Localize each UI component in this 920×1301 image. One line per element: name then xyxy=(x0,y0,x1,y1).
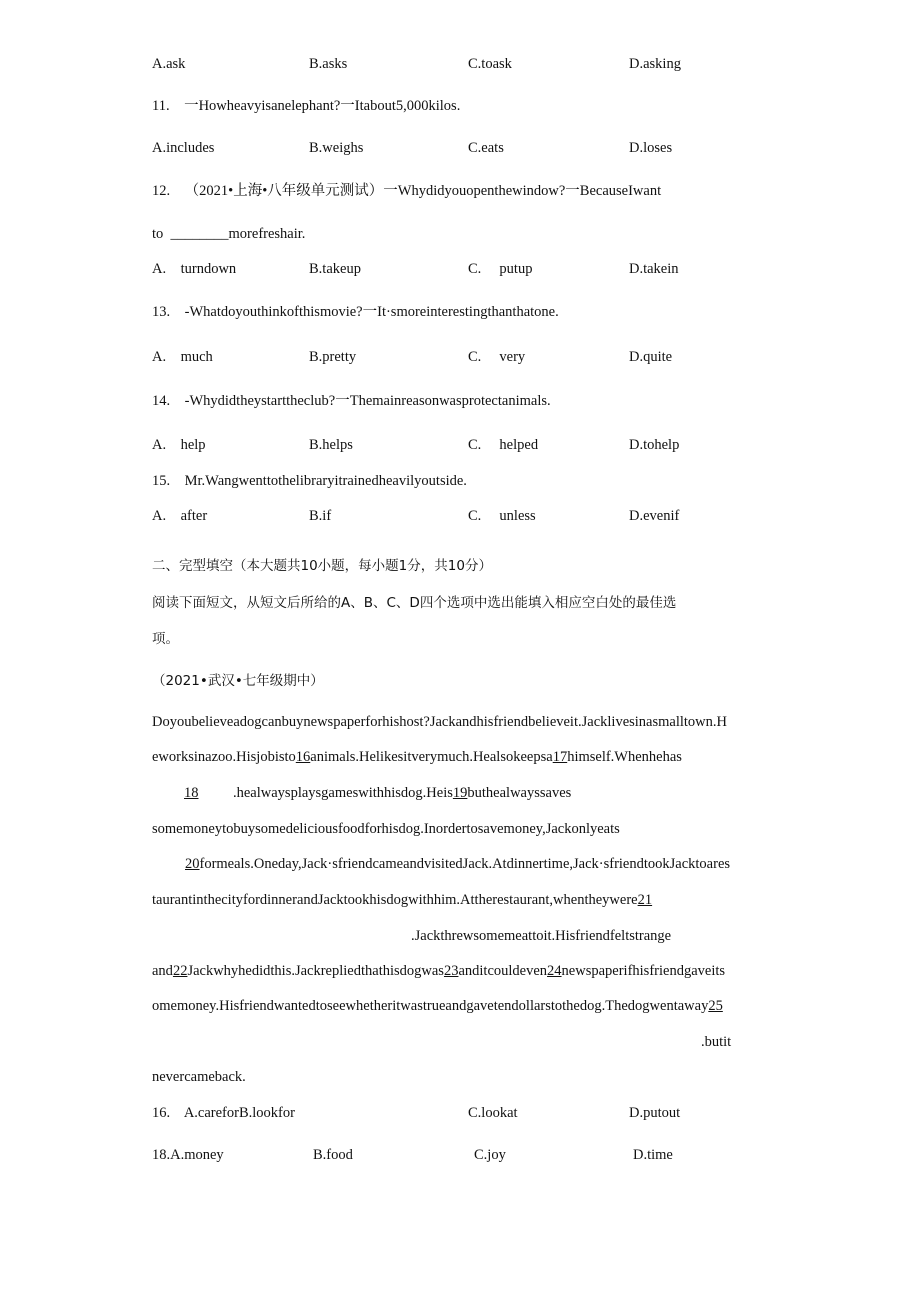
option-c: C.toask xyxy=(468,56,512,72)
option-a: A. turndown xyxy=(152,261,237,277)
option-d: D.asking xyxy=(629,56,681,72)
text: himself.Whenhehas xyxy=(567,749,682,765)
text: formeals.Oneday,Jack·sfriendcameandvisitedJack.Atdinnertime,Jack·sfriendtookJacktoares xyxy=(199,856,731,872)
option-b: B.helps xyxy=(309,437,353,453)
passage-line: .butit xyxy=(701,1034,732,1050)
question-14-stem: 14. -Whydidtheystarttheclub?一Themainreasonwasprotectanimals. xyxy=(152,393,551,409)
question-12-stem-cont: to ________morefreshair. xyxy=(152,226,306,242)
passage-line xyxy=(152,891,652,909)
text: newspaperifhisfriendgaveits xyxy=(561,963,726,979)
option-c: C. unless xyxy=(468,508,536,524)
text: Jackwhyhedidthis.Jackrepliedthathisdogwas xyxy=(187,963,444,979)
passage-line: nevercameback. xyxy=(152,1069,246,1085)
option-b: B.takeup xyxy=(309,261,361,277)
option-d: D.putout xyxy=(629,1105,681,1121)
text: and xyxy=(152,963,173,979)
blank-22: 22 xyxy=(172,963,188,979)
passage-line: somemoneytobuysomedeliciousfoodforhisdog.Inordertosavemoney,Jackonlyeats xyxy=(152,821,620,837)
blank-17: 17 xyxy=(552,749,568,765)
text: omemoney.Hisfriendwantedtoseewhetheritwastrueandgavetendollarstothedog.Thedogwentaway xyxy=(152,998,709,1014)
blank-18: 18 xyxy=(184,785,199,801)
option-a: A. help xyxy=(152,437,206,453)
option-ab: 16. A.careforB.lookfor xyxy=(152,1105,295,1121)
passage-line: Doyoubelieveadogcanbuynewspaperforhishost?Jackandhisfriendbelieveit.Jacklivesinasmalltown.H xyxy=(152,714,727,730)
text: taurantinthecityfordinnerandJacktookhisdogwithhim.Attherestaurant,whentheywere xyxy=(152,892,638,908)
passage-line xyxy=(152,962,725,980)
option-d: D.quite xyxy=(629,349,673,365)
text: anditcouldeven xyxy=(458,963,548,979)
section-heading: 二、完型填空（本大题共10小题，每小题1分，共10分） xyxy=(152,558,492,574)
option-c: C.lookat xyxy=(468,1105,518,1121)
option-d: D.loses xyxy=(629,140,673,156)
blank-16: 16 xyxy=(295,749,311,765)
blank-19: 19 xyxy=(452,785,468,801)
option-c: C.eats xyxy=(468,140,504,156)
question-15-stem: 15. Mr.Wangwenttothelibraryitrainedheavilyoutside. xyxy=(152,473,467,489)
text: eworksinazoo.Hisjobisto xyxy=(152,749,296,765)
option-d: D.takein xyxy=(629,261,679,277)
option-c: C.joy xyxy=(474,1147,506,1163)
passage-source: （2021•武汉•七年级期中） xyxy=(152,673,324,689)
option-a: A. after xyxy=(152,508,208,524)
text: animals.Helikesitverymuch.Healsokeepsa xyxy=(310,749,553,765)
passage-line xyxy=(185,855,730,873)
blank-25: 25 xyxy=(708,998,723,1014)
text: buthealwayssaves xyxy=(467,785,572,801)
passage-line xyxy=(233,784,571,802)
question-12-stem: 12. （2021•上海•八年级单元测试）一Whydidyouopenthewindow?一BecauseIwant xyxy=(152,183,662,199)
option-d: D.evenif xyxy=(629,508,680,524)
option-d: D.tohelp xyxy=(629,437,680,453)
option-b: B.weighs xyxy=(309,140,364,156)
option-d: D.time xyxy=(633,1147,673,1163)
option-b: B.pretty xyxy=(309,349,357,365)
option-c: C. very xyxy=(468,349,526,365)
section-instruction: 阅读下面短文，从短文后所给的A、B、C、D四个选项中选出能填入相应空白处的最佳选 xyxy=(152,595,677,611)
option-c: C. helped xyxy=(468,437,539,453)
option-b: B.food xyxy=(313,1147,353,1163)
passage-line xyxy=(152,997,723,1015)
option-a: 18.A.money xyxy=(152,1147,224,1163)
text: .healwaysplaysgameswithhisdog.Heis xyxy=(233,785,453,801)
option-c: C. putup xyxy=(468,261,533,277)
option-a: A.ask xyxy=(152,56,186,72)
blank-23: 23 xyxy=(443,963,459,979)
option-b: B.asks xyxy=(309,56,348,72)
question-11-stem: 11. 一Howheavyisanelephant?一Itabout5,000kilos. xyxy=(152,98,461,114)
passage-line: .Jackthrewsomemeattoit.Hisfriendfeltstrange xyxy=(411,928,672,944)
option-a: A. much xyxy=(152,349,213,365)
blank-20: 20 xyxy=(185,856,200,872)
passage-line xyxy=(152,748,682,766)
option-b: B.if xyxy=(309,508,332,524)
blank-21: 21 xyxy=(637,892,653,908)
section-instruction-cont: 项。 xyxy=(152,631,179,647)
option-a: A.includes xyxy=(152,140,215,156)
question-13-stem: 13. -Whatdoyouthinkofthismovie?一It·smoreinterestingthanthatone. xyxy=(152,304,559,320)
blank-24: 24 xyxy=(547,963,562,979)
